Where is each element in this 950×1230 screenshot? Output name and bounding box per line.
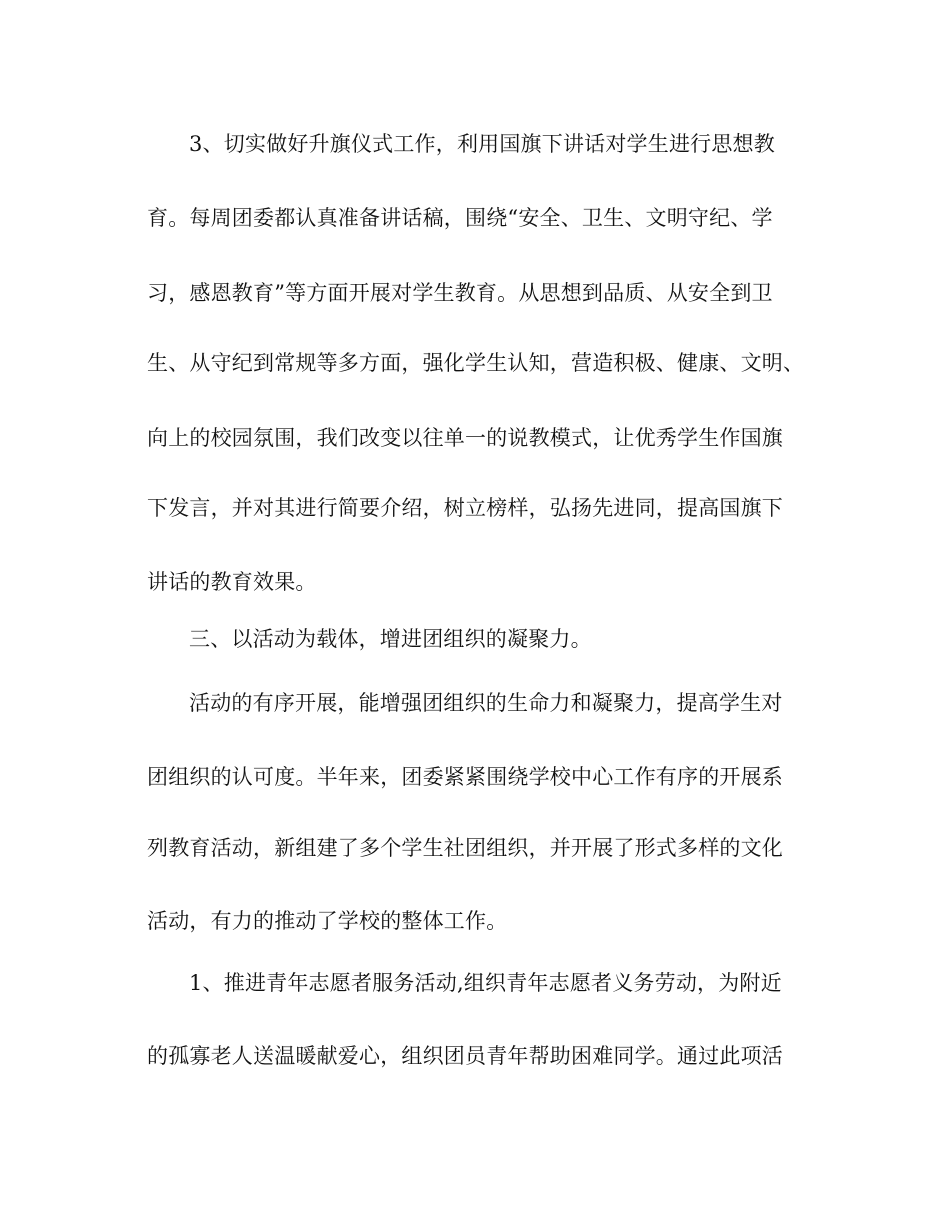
paragraph-line: 活动，有力的推动了学校的整体工作。 bbox=[147, 909, 508, 933]
paragraph-line: 的孤寡老人送温暖献爱心，组织团员青年帮助困难同学。通过此项活 bbox=[147, 1044, 783, 1068]
paragraph-line: 3、切实做好升旗仪式工作，利用国旗下讲话对学生进行思想教 bbox=[189, 132, 775, 156]
paragraph-line: 育。每周团委都认真准备讲话稿，围绕“安全、卫生、文明守纪、学 bbox=[147, 206, 773, 230]
paragraph-line: 活动的有序开展，能增强团组织的生命力和凝聚力，提高学生对 bbox=[189, 691, 783, 715]
paragraph-line: 下发言，并对其进行简要介绍，树立榜样，弘扬先进同，提高国旗下 bbox=[147, 496, 783, 520]
paragraph-line: 团组织的认可度。半年来，团委紧紧围绕学校中心工作有序的开展系 bbox=[147, 765, 783, 789]
paragraph-line: 生、从守纪到常规等多方面，强化学生认知，营造积极、健康、文明、 bbox=[147, 351, 805, 375]
paragraph-line: 列教育活动，新组建了多个学生社团组织，并开展了形式多样的文化 bbox=[147, 836, 783, 860]
section-heading: 三、以活动为载体，增进团组织的凝聚力。 bbox=[189, 627, 592, 651]
paragraph-line: 讲话的教育效果。 bbox=[147, 570, 317, 594]
paragraph-line: 1、推进青年志愿者服务活动,组织青年志愿者义务劳动，为附近 bbox=[189, 971, 782, 995]
paragraph-line: 习，感恩教育”等方面开展对学生教育。从思想到品质、从安全到卫 bbox=[147, 281, 773, 305]
paragraph-line: 向上的校园氛围，我们改变以往单一的说教模式，让优秀学生作国旗 bbox=[147, 426, 783, 450]
